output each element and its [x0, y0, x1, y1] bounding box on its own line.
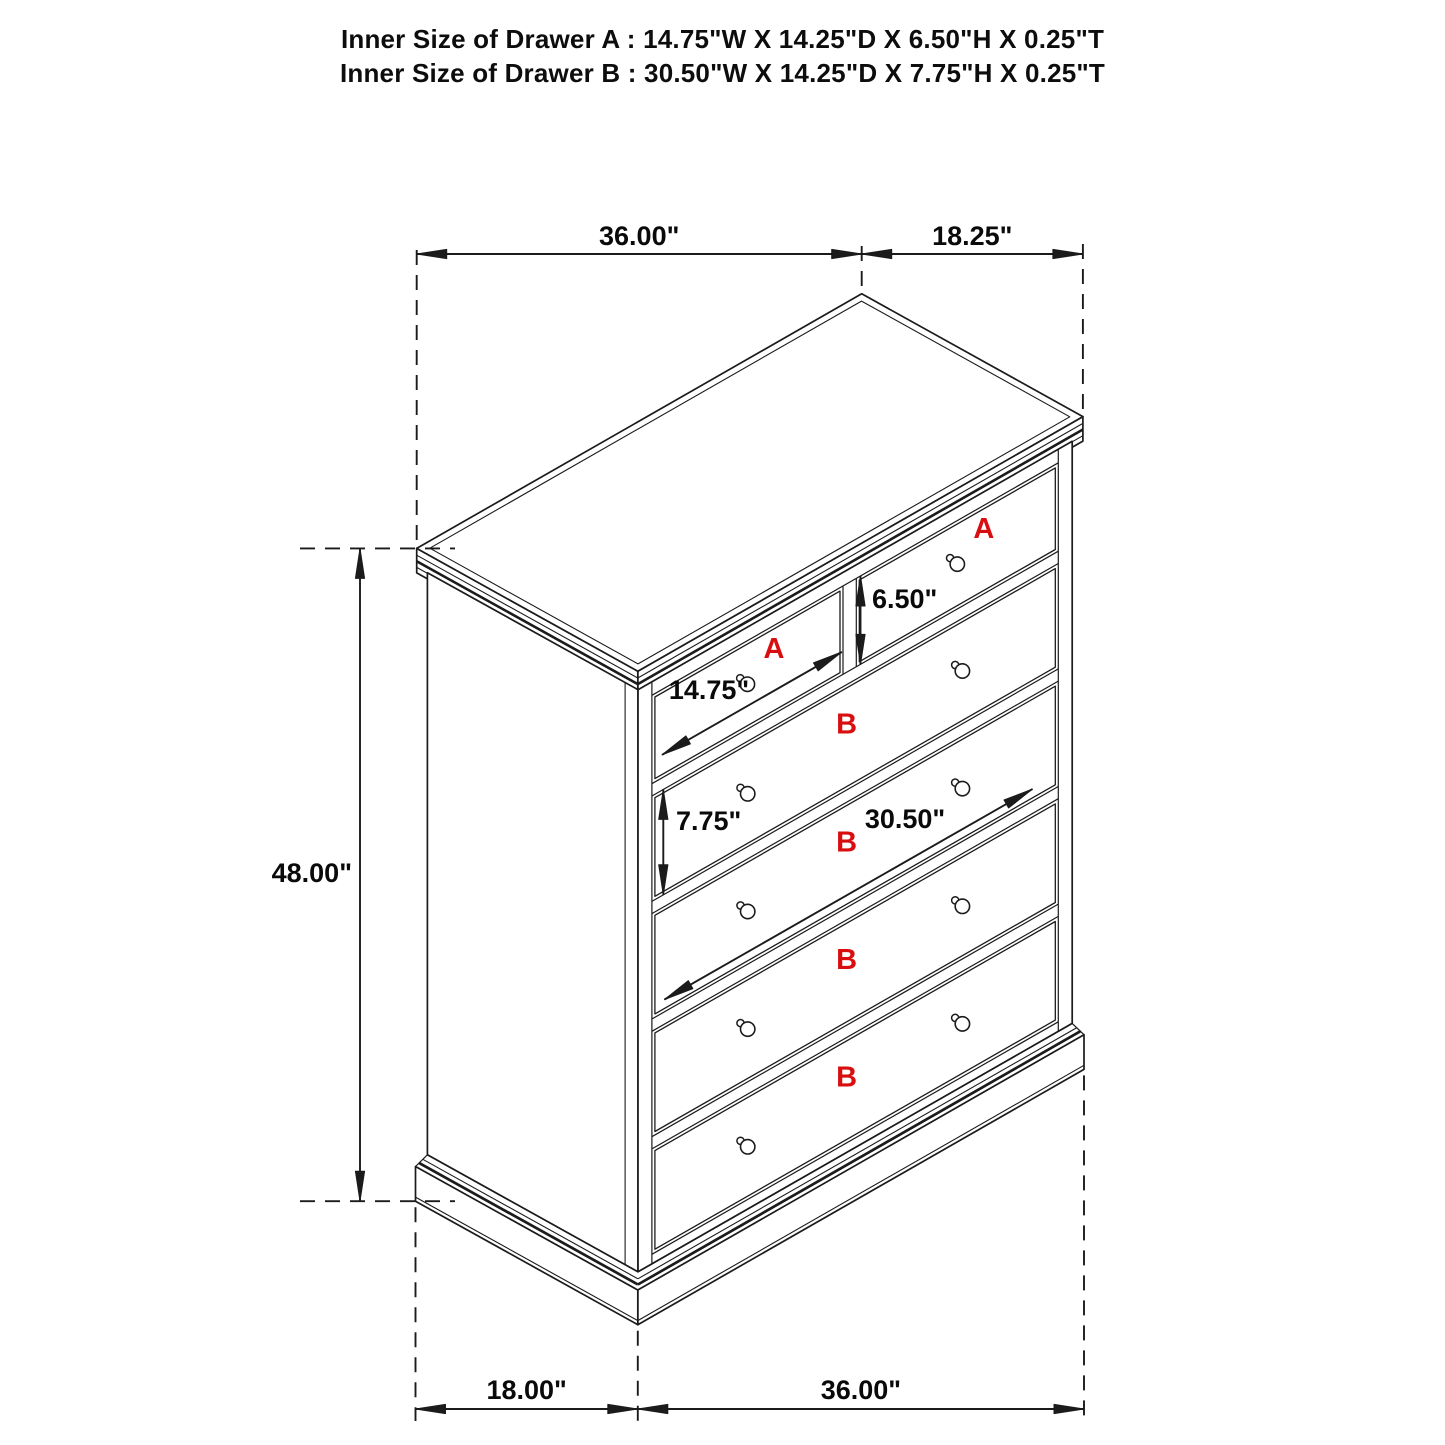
arrowhead	[416, 1404, 446, 1413]
dim-drawer-b-height: 7.75"	[676, 806, 742, 836]
drawer-letter: B	[836, 826, 858, 859]
drawer-knob	[955, 664, 969, 678]
dim-top-depth: 18.25"	[932, 221, 1013, 251]
drawer-letter: A	[973, 512, 995, 545]
drawer-knob	[741, 904, 755, 918]
drawer-knob	[741, 787, 755, 801]
arrowhead	[608, 1404, 638, 1413]
drawer-knob	[741, 1140, 755, 1154]
drawer-knob	[950, 557, 964, 571]
drawer-b-size-line: Inner Size of Drawer B : 30.50"W X 14.25"D X 7.75"H X 0.25"T	[339, 58, 1106, 88]
side-panel-face	[427, 573, 638, 1272]
dim-overall-height: 48.00"	[271, 858, 352, 888]
drawer-letter: B	[836, 943, 858, 976]
left-side-panel	[427, 573, 638, 1272]
drawer-knob	[955, 1017, 969, 1031]
drawer-a-size-line: Inner Size of Drawer A : 14.75"W X 14.25"D X 6.50"H X 0.25"T	[340, 24, 1105, 54]
drawer-knob	[955, 781, 969, 795]
drawer-letter: B	[836, 708, 858, 741]
drawer-letter: A	[763, 632, 785, 665]
arrowhead	[638, 1404, 668, 1413]
dim-drawer-a-height: 6.50"	[872, 584, 938, 614]
arrowhead	[355, 548, 364, 578]
arrowhead	[1054, 1404, 1084, 1413]
drawer-size-note	[0, 22, 1445, 90]
dim-drawer-b-width: 30.50"	[864, 804, 946, 834]
dim-floor-depth: 18.00"	[486, 1375, 567, 1405]
arrowhead	[355, 1171, 364, 1201]
arrowhead	[1053, 249, 1083, 258]
drawer-letter: B	[836, 1061, 858, 1094]
arrowhead	[832, 249, 862, 258]
drawer-knob	[741, 1022, 755, 1036]
drawer-knob	[955, 899, 969, 913]
dim-drawer-a-width: 14.75"	[668, 675, 750, 705]
arrowhead	[417, 249, 447, 258]
dim-floor-width: 36.00"	[820, 1375, 902, 1405]
arrowhead	[862, 249, 892, 258]
dim-top-width: 36.00"	[599, 221, 680, 251]
